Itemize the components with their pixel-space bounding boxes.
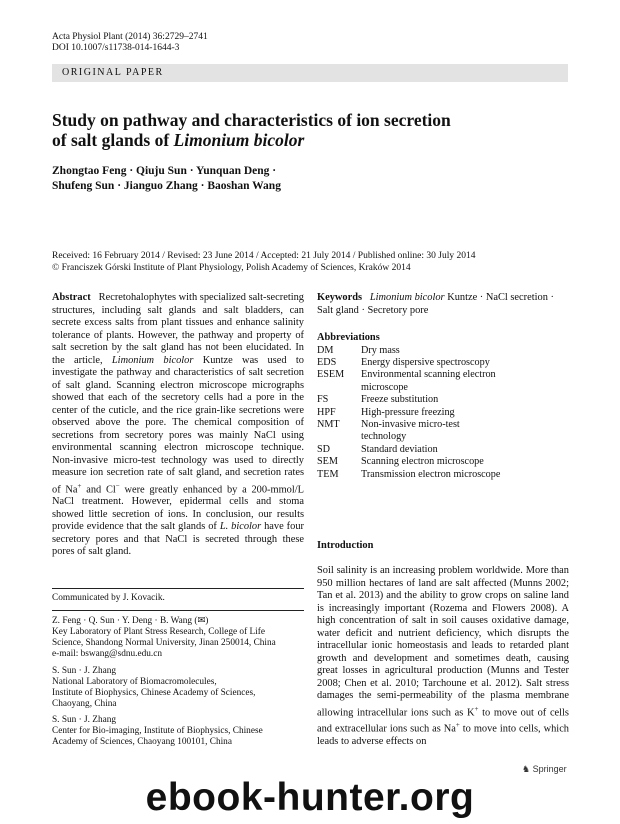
affiliation-line: Chaoyang, China	[52, 699, 117, 709]
dates-line: Received: 16 February 2014 / Revised: 23 June 2014 / Accepted: 21 July 2014 / Published online: 30 July 2014	[52, 251, 476, 261]
title-line-2	[52, 130, 512, 150]
affiliation-line: Academy of Sciences, Chaoyang 100101, China	[52, 737, 232, 747]
abbr-key: ESEM	[317, 369, 345, 381]
affiliation-3	[52, 715, 304, 748]
abbr-value: Non-invasive micro-test technology	[361, 418, 460, 443]
affiliation-line: National Laboratory of Biomacromolecules,	[52, 677, 217, 687]
affiliation-line: Institute of Biophysics, Chinese Academy of Sciences,	[52, 688, 256, 698]
copyright-line: © Franciszek Górski Institute of Plant Physiology, Polish Academy of Sciences, Kraków 2014	[52, 263, 411, 273]
intro-text: Soil salinity is an increasing problem worldwide. More than 950 million hectares of land are salt affected (Munns 2002; Tan et al. 2013) and the ability to grow crops on saline land is increasingly important (Rozema and Flowers 2008). A high concentration of salt in soil causes oxidative damage, water deficit and nutrient deficiency, which disrupts the intracellular ionic homeostasis and leads to retarded plant growth and development and sometimes death, causing great losses in agricultural production (Munns and Tester 2008; Chen et al. 2010; Tarchoune et al. 2012). Salt stress damages the semi-permeability of the plasma membrane allowing intracellular ions such as K	[317, 565, 569, 718]
authors-line-2: Shufeng Sun · Jianguo Zhang · Baoshan Wang	[52, 180, 281, 192]
intro-text: to move into cells, which leads to adverse effects on	[317, 723, 569, 748]
abbr-value: Dry mass	[361, 344, 400, 356]
abbreviation-item	[317, 407, 569, 419]
doi: DOI 10.1007/s11738-014-1644-3	[52, 43, 180, 53]
abbreviation-item	[317, 444, 569, 456]
abbr-key: TEM	[317, 468, 339, 480]
authors-line-1: Zhongtao Feng · Qiuju Sun · Yunquan Deng ·	[52, 165, 277, 177]
keywords-text: Kuntze · NaCl secretion · Salt gland · Secretory pore	[317, 292, 554, 316]
abbreviation-item	[317, 357, 569, 369]
springer-horse-icon: ♞	[522, 764, 531, 774]
abstract-species: Limonium bicolor	[111, 354, 194, 366]
abstract-label: Abstract	[52, 292, 91, 303]
abbreviation-item	[317, 394, 569, 406]
springer-logo	[522, 764, 567, 775]
publication-dates	[52, 250, 572, 274]
author-list	[52, 164, 512, 194]
title-text: of salt glands of	[52, 130, 174, 150]
introduction-text: Soil salinity is an increasing problem worldwide. More than 950 million hectares of land are salt affected (Munns 2002; Tan et al. 2013) and the ability to grow crops on saline land is increasingly important (Rozema and Flowers 2008). A high concentration of salt in soil causes oxidative damage, water deficit and nutrient deficiency, which disrupts the intracellular ionic homeostasis and leads to retarded plant growth and development and sometimes death, causing great losses in agricultural production (Munns and Tester 2008; Chen et al. 2010; Tarchoune et al. 2012). Salt stress damages the semi-permeability of the plasma membrane allowing intracellular ions such as K+ to move out of cells and extracellular ions such as Na+ to move into cells, which leads to adverse effects on	[317, 565, 569, 748]
abstract: Abstract Recretohalophytes with specialized salt-secreting structures, including salt glands and salt bladders, can secrete excess salts from plant tissues and enhance salinity tolerance of plants. However, the pathway and property of salt secretion by the salt gland has not been elucidated. In the article, Limonium bicolor Kuntze was used to investigate the pathway and characteristics of salt secretion of salt gland. Scanning electron microscope micrographs showed that each of the secretory cells had a pore in the center of the cuticle, and the rice grain-like secretions were observed above the pore. The chemical composition of secretions from secretory pores was mainly NaCl using environmental scanning electron microscope technique. Non-invasive micro-test technology was used to directly measure ion secretion rate of salt gland, and secretion rates of Na+ and Cl− were greatly enhanced by a 200-mmol/L NaCl treatment. However, epidermal cells and stoma showed little secretion of ions. In conclusion, our results provide evidence that the salt glands of L. bicolor have four secretory pores and that NaCl is secreted through these pores of salt gland.	[52, 292, 305, 558]
abbr-key: EDS	[317, 356, 337, 368]
abstract-text: were greatly enhanced by a 200-mmol/L NaCl treatment. However, epidermal cells and stoma showed little secretion of ions. In conclusion, our results provide evidence that the salt glands of	[52, 483, 304, 533]
abbr-value: Energy dispersive spectroscopy	[361, 356, 490, 368]
abbr-value: Standard deviation	[361, 443, 438, 455]
section-banner: ORIGINAL PAPER	[52, 64, 568, 82]
watermark: ebook-hunter.org	[145, 776, 475, 819]
publisher-name: Springer	[532, 764, 567, 774]
abstract-text: Recretohalophytes with specialized salt-secreting structures, including salt glands and salt bladders, can secrete excess salts from plant tissues and enhance salinity tolerance of plants. However, the pathway and property of salt secretion by the salt gland has not been elucidated. In the article,	[52, 292, 305, 366]
abstract-text: Kuntze was used to investigate the pathway and characteristics of salt secretion of salt gland. Scanning electron microscope micrographs showed that each of the secretory cells had a pore in the center of the cuticle, and the rice grain-like secretions were observed above the pore. The chemical composition of secretions from secretory pores was mainly NaCl using environmental scanning electron microscope technique. Non-invasive micro-test technology was used to directly measure ion secretion rate of salt gland, and secretion rates of Na	[52, 354, 305, 495]
affiliation-2	[52, 666, 304, 710]
communicated-by: Communicated by J. Kovacik.	[52, 593, 165, 603]
abbreviation-item	[317, 369, 569, 394]
affiliation-line: Science, Shandong Normal University, Jinan 250014, China	[52, 638, 276, 648]
affiliation-email: e-mail: bswang@sdnu.edu.cn	[52, 649, 163, 659]
abbreviation-item	[317, 345, 569, 357]
intro-text: to move out of cells and extracellular ions such as Na	[317, 706, 569, 735]
affiliation-line: Center for Bio-imaging, Institute of Biophysics, Chinese	[52, 726, 263, 736]
abbr-value: Scanning electron microscope	[361, 456, 484, 468]
journal-citation: Acta Physiol Plant (2014) 36:2729–2741	[52, 32, 208, 42]
abbr-key: NMT	[317, 418, 340, 430]
keywords	[317, 292, 569, 317]
abstract-species: L. bicolor	[219, 521, 262, 533]
abbreviation-item	[317, 469, 569, 481]
abbr-value: Environmental scanning electron microscope	[361, 369, 496, 393]
abbr-value: Freeze substitution	[361, 394, 439, 406]
affiliation-line: S. Sun · J. Zhang	[52, 715, 117, 725]
abbr-key: HPF	[317, 406, 336, 418]
abbr-value: High-pressure freezing	[361, 406, 455, 418]
abbr-value: Transmission electron microscope	[361, 468, 501, 480]
introduction-heading: Introduction	[317, 540, 374, 551]
footnote-divider	[52, 610, 304, 611]
abbr-key: SD	[317, 443, 331, 455]
keywords-label: Keywords	[317, 292, 363, 303]
abbr-key: FS	[317, 394, 329, 406]
affiliation-line: S. Sun · J. Zhang	[52, 666, 117, 676]
abbreviation-item	[317, 419, 569, 444]
abbreviation-item	[317, 456, 569, 468]
abbreviations-label: Abbreviations	[317, 332, 380, 343]
affiliation-line: Z. Feng · Q. Sun · Y. Deng · B. Wang (✉)	[52, 616, 209, 626]
title-species: Limonium bicolor	[173, 130, 305, 150]
affiliation-line: Key Laboratory of Plant Stress Research, College of Life	[52, 627, 265, 637]
abbr-key: SEM	[317, 456, 338, 468]
footnote-divider	[52, 588, 304, 589]
title-line-1: Study on pathway and characteristics of ion secretion	[52, 110, 451, 130]
abstract-text: and Cl	[81, 483, 116, 495]
affiliation-1	[52, 616, 304, 660]
abbreviations	[317, 332, 569, 481]
abbr-key: DM	[317, 344, 334, 356]
abstract-text: have four secretory pores and that NaCl is secreted through these pores of salt gland.	[52, 521, 304, 558]
keyword-species: Limonium bicolor	[369, 292, 445, 303]
article-title	[52, 110, 512, 150]
